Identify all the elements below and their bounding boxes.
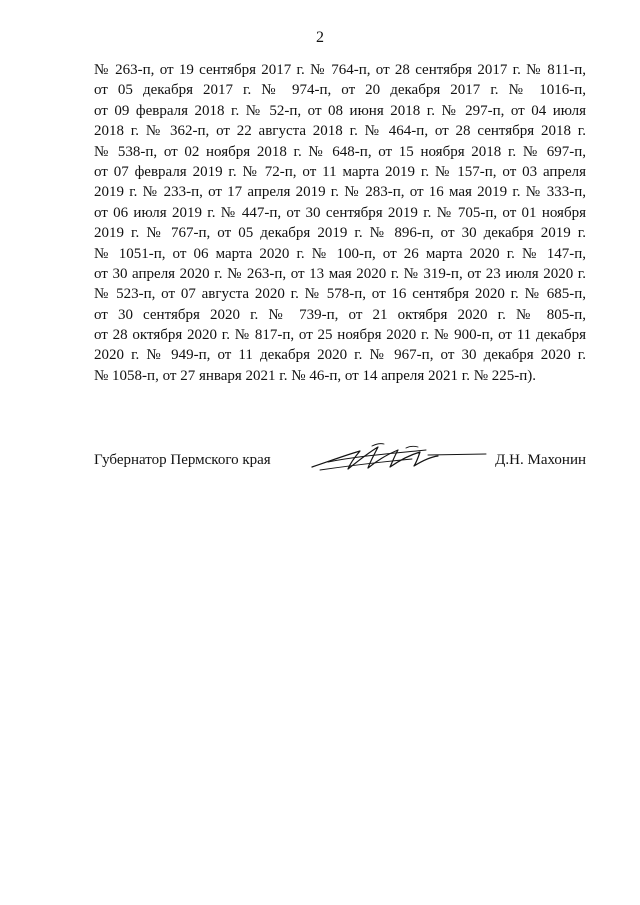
position-title: Губернатор Пермского края [94, 452, 271, 468]
body-line: 2019 г. № 233-п, от 17 апреля 2019 г. № 283-п, от 16 мая 2019 г. № 333-п, [94, 184, 586, 201]
body-line: № 1051-п, от 06 марта 2020 г. № 100-п, от 26 марта 2020 г. № 147-п, [94, 245, 586, 262]
body-line: от 07 февраля 2019 г. № 72-п, от 11 марта 2019 г. № 157-п, от 03 апреля [94, 163, 586, 180]
body-text [94, 60, 586, 386]
body-line: № 263-п, от 19 сентября 2017 г. № 764-п, от 28 сентября 2017 г. № 811-п, [94, 62, 586, 78]
body-line: № 1058-п, от 27 января 2021 г. № 46-п, от 14 апреля 2021 г. № 225-п). [94, 367, 537, 384]
body-line: 2020 г. № 949-п, от 11 декабря 2020 г. № 967-п, от 30 декабря 2020 г. [94, 347, 586, 364]
handwritten-signature [308, 440, 488, 474]
body-line: от 30 апреля 2020 г. № 263-п, от 13 мая 2020 г. № 319-п, от 23 июля 2020 г. [94, 265, 586, 282]
body-line: от 09 февраля 2018 г. № 52-п, от 08 июня 2018 г. № 297-п, от 04 июля [94, 102, 586, 119]
body-line: от 06 июля 2019 г. № 447-п, от 30 сентября 2019 г. № 705-п, от 01 ноября [94, 204, 586, 221]
body-line: от 05 декабря 2017 г. № 974-п, от 20 декабря 2017 г. № 1016-п, [94, 82, 586, 99]
body-line: № 523-п, от 07 августа 2020 г. № 578-п, от 16 сентября 2020 г. № 685-п, [94, 286, 586, 303]
body-line: № 538-п, от 02 ноября 2018 г. № 648-п, от 15 ноября 2018 г. № 697-п, [94, 143, 586, 160]
body-line: 2019 г. № 767-п, от 05 декабря 2019 г. № 896-п, от 30 декабря 2019 г. [94, 225, 586, 242]
signer-name: Д.Н. Махонин [495, 452, 586, 468]
body-line: от 30 сентября 2020 г. № 739-п, от 21 октября 2020 г. № 805-п, [94, 306, 586, 323]
body-line: от 28 октября 2020 г. № 817-п, от 25 ноября 2020 г. № 900-п, от 11 декабря [94, 327, 586, 344]
body-line: 2018 г. № 362-п, от 22 августа 2018 г. № 464-п, от 28 сентября 2018 г. [94, 123, 586, 140]
signature-block [94, 440, 586, 480]
page-number: 2 [316, 29, 324, 46]
